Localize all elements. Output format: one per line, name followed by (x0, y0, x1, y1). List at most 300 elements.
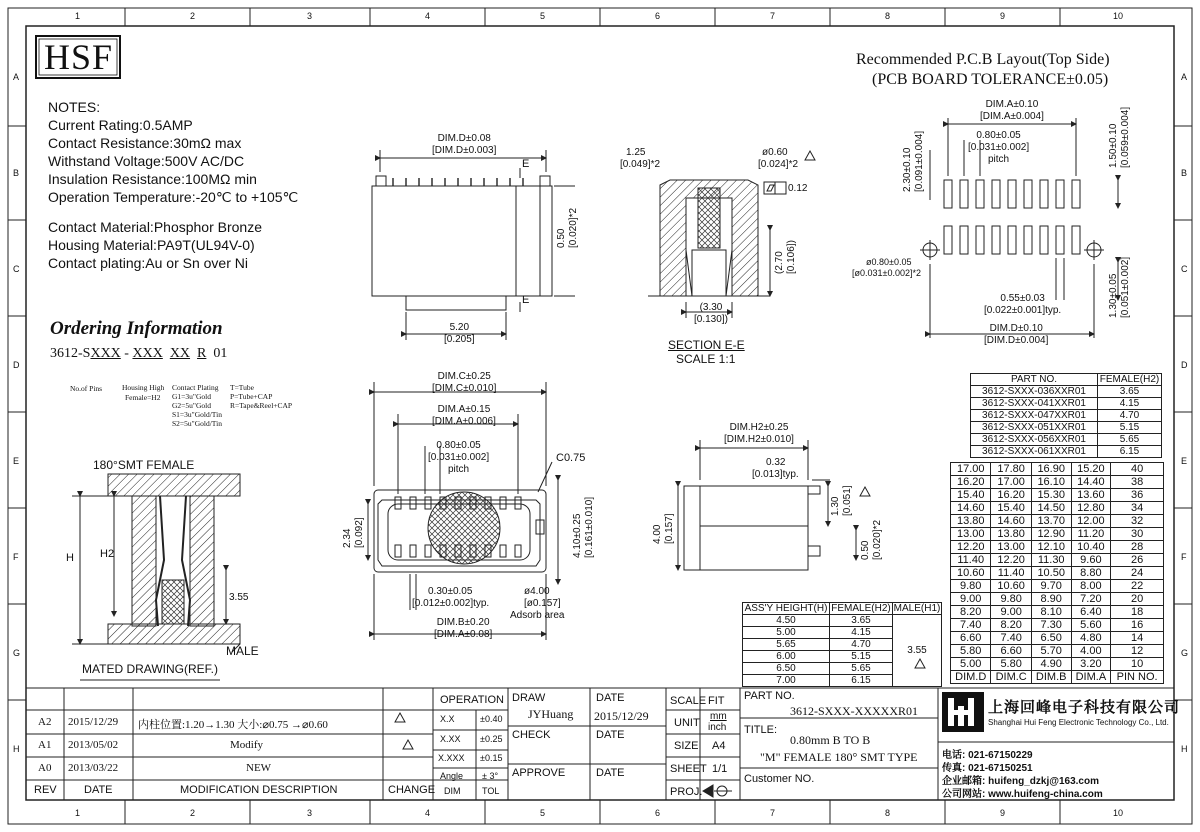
table-cell: 5.15 (830, 651, 893, 663)
table-cell: 4.70 (830, 639, 893, 651)
side-dim-t (752, 457, 799, 481)
section-flatness: 0.12 (788, 183, 808, 194)
dim-text: [0.013]typ. (752, 469, 799, 480)
table-cell: 9.70 (1031, 580, 1071, 593)
title-label: TITLE: (744, 724, 778, 736)
dim-text: 2.30±0.10 (902, 147, 913, 192)
dim-text: DIM.B±0.20 (436, 617, 490, 628)
dim-text: 4.00 (652, 524, 663, 544)
dim-text: DIM.D±0.08 (437, 133, 491, 144)
table-cell: 11.30 (1031, 554, 1071, 567)
col-label-8: 8 (885, 11, 891, 21)
header-tol: TOL (482, 786, 500, 796)
table-cell: 8.20 (991, 619, 1031, 632)
table-cell: 5.65 (1098, 434, 1162, 446)
drawer-name: JYHuang (528, 707, 574, 721)
layout-title-line2: (PCB BOARD TOLERANCE±0.05) (872, 71, 1109, 88)
rev-a1-date: 2013/05/02 (68, 739, 119, 751)
assy-male-cell: 3.55 (893, 615, 942, 687)
date-label: DATE (596, 692, 625, 704)
dim-text: 0.50 (860, 540, 871, 560)
hsf-logo-text: HSF (44, 37, 114, 77)
note-item: Operation Temperature:-20℃ to +105℃ (48, 189, 299, 205)
table-cell: 16 (1111, 619, 1164, 632)
draw-label: DRAW (512, 692, 546, 704)
pcb-pad-width (984, 293, 1061, 317)
approve-label: APPROVE (512, 767, 566, 779)
row-label-e-right: E (1181, 456, 1188, 466)
table-row (951, 554, 1164, 567)
front-dim-d (432, 133, 496, 157)
table-cell: 6.00 (743, 651, 830, 663)
table-cell: 5.15 (1098, 422, 1162, 434)
top-dim-a (432, 404, 496, 428)
table-cell: 38 (1111, 476, 1164, 489)
table-row (951, 632, 1164, 645)
table-cell: 15.40 (951, 489, 991, 502)
dim-text: [0.020]*2 (872, 519, 883, 560)
section-view (648, 180, 786, 318)
dim-text: [DIM.H2±0.010] (724, 434, 794, 445)
layout-title-line1: Recommended P.C.B Layout(Top Side) (856, 51, 1110, 68)
dim-text: [DIM.C±0.010] (432, 383, 497, 394)
side-dim-b (860, 520, 884, 560)
row-label-c-right: C (1181, 264, 1188, 274)
table-cell: 3.65 (1098, 386, 1162, 398)
col-label-2: 2 (190, 11, 196, 21)
unit-label: UNIT (674, 717, 700, 729)
check-date-label: DATE (596, 729, 625, 741)
pcb-dim-d (984, 323, 1048, 347)
table-cell: 3612-SXXX-041XXR01 (971, 398, 1098, 410)
pcb-pitch (968, 130, 1029, 166)
front-view (372, 150, 575, 340)
dim-text: (2.70 (774, 251, 785, 274)
table-cell: 7.40 (991, 632, 1031, 645)
front-dim-bottom (444, 322, 475, 346)
dim-text: [0.049]*2 (620, 159, 661, 170)
ordering-plating-label (172, 383, 222, 428)
mated-drawing (72, 474, 240, 680)
table-row (951, 645, 1164, 658)
row-label-d-right: D (1181, 360, 1188, 370)
table-cell: 8.10 (1031, 606, 1071, 619)
draw-date: 2015/12/29 (594, 709, 649, 723)
row-label-b-right: B (1181, 168, 1188, 178)
plating-opt: G2=5u"Gold (172, 401, 211, 410)
table-cell: 6.15 (1098, 446, 1162, 458)
operation-label: OPERATION (440, 694, 504, 706)
dim-text: pitch (447, 464, 470, 475)
dim-table-header: DIM.C (991, 671, 1031, 684)
table-row (951, 619, 1164, 632)
col-label-3: 3 (307, 11, 313, 21)
table-cell: 6.15 (830, 675, 893, 687)
dim-text: [DIM.D±0.003] (432, 145, 497, 156)
row-label-a-right: A (1181, 72, 1188, 82)
sheet-value: 1/1 (712, 763, 728, 775)
dim-text: 0.50 (556, 228, 567, 248)
pcb-dim-r (1108, 107, 1132, 168)
approve-date-label: DATE (596, 767, 625, 779)
table-cell: 8.00 (1071, 580, 1111, 593)
table-row (971, 422, 1162, 434)
dim-text: 2.34 (342, 528, 353, 548)
mated-caption: MATED DRAWING(REF.) (82, 662, 218, 676)
pack-opt: R=Tape&Reel+CAP (230, 401, 293, 410)
plating-opt: S1=3u"Gold/Tin (172, 410, 222, 419)
table-row (951, 658, 1164, 671)
dim-text: [DIM.A±0.004] (980, 111, 1044, 122)
rev-a1-desc: Modify (230, 739, 263, 751)
dim-text: [0.091±0.004] (914, 130, 925, 192)
tol-val: ± 3° (482, 771, 499, 781)
table-cell: 3612-SXXX-051XXR01 (971, 422, 1098, 434)
section-dim-3 (774, 240, 798, 274)
table-cell: 32 (1111, 515, 1164, 528)
company-name-cn: 上海回峰电子科技有限公司 (988, 699, 1181, 716)
table-cell: 12.90 (1031, 528, 1071, 541)
row-label-g-right: G (1181, 648, 1189, 658)
table-cell: 12.80 (1071, 502, 1111, 515)
dim-text: DIM.H2±0.25 (729, 422, 789, 433)
table-row (951, 606, 1164, 619)
dim-table-header-row (951, 671, 1164, 684)
dim-text: [0.024]*2 (758, 159, 799, 170)
pcb-hole (852, 257, 921, 279)
dim-text: 1.30 (830, 496, 841, 516)
top-dim-c (432, 371, 496, 395)
code-part-plating: XX (169, 346, 191, 361)
table-cell: 4.90 (1031, 658, 1071, 671)
ordering-pack-opts (230, 383, 292, 410)
dim-text: [0.157] (664, 513, 675, 544)
table-cell: 30 (1111, 528, 1164, 541)
table-cell: 10.40 (1071, 541, 1111, 554)
table-row (951, 463, 1164, 476)
table-row (951, 476, 1164, 489)
table-cell: 34 (1111, 502, 1164, 515)
note-item: Contact plating:Au or Sn over Ni (48, 255, 248, 271)
col-label-9-bottom: 9 (1000, 808, 1006, 818)
front-dim-right (556, 208, 580, 248)
table-cell: 12 (1111, 645, 1164, 658)
table-cell: 12.20 (951, 541, 991, 554)
dim-text: 4.10±0.25 (572, 513, 583, 558)
part-table-header: PART NO. (971, 374, 1098, 386)
pcb-dim-rr (1108, 257, 1132, 318)
top-pitch (428, 440, 489, 476)
table-cell: 4.70 (1098, 410, 1162, 422)
top-dim-left (342, 517, 366, 548)
table-cell: 5.00 (951, 658, 991, 671)
dim-text: ø0.80±0.05 (866, 257, 912, 267)
ordering-housing-label2: Female=H2 (125, 393, 161, 402)
col-label-7: 7 (770, 11, 776, 21)
code-prefix: 3612-S (50, 346, 91, 361)
proj-label: PROJ. (670, 786, 703, 798)
side-dim-l (652, 513, 676, 544)
dim-text: [ø0.157] (524, 598, 561, 609)
note-item: Current Rating:0.5AMP (48, 117, 193, 133)
dim-text: [0.161±0.010] (584, 496, 595, 558)
table-cell: 26 (1111, 554, 1164, 567)
tol-dim: X.XXX (438, 753, 465, 763)
table-cell: 17.80 (991, 463, 1031, 476)
table-row (951, 515, 1164, 528)
ordering-title: Ordering Information (50, 318, 223, 339)
dim-text: [DIM.A±0.08] (434, 629, 493, 640)
table-cell: 12.10 (1031, 541, 1071, 554)
dim-text: [0.205] (444, 334, 475, 345)
dim-table (950, 462, 1164, 684)
table-cell: 13.60 (1071, 489, 1111, 502)
dim-table-header: PIN NO. (1111, 671, 1164, 684)
dim-text: [ø0.031±0.002]*2 (852, 268, 921, 278)
pcb-dim-a (980, 99, 1044, 123)
table-row (971, 410, 1162, 422)
table-row (971, 386, 1162, 398)
table-cell: 3612-SXXX-056XXR01 (971, 434, 1098, 446)
table-cell: 3.65 (830, 615, 893, 627)
note-item: Contact Material:Phosphor Bronze (48, 219, 262, 235)
tol-dim: Angle (440, 771, 464, 781)
table-cell: 4.50 (743, 615, 830, 627)
mated-female-label: 180°SMT FEMALE (93, 458, 195, 472)
table-cell: 24 (1111, 567, 1164, 580)
dim-text: DIM.A±0.15 (437, 404, 491, 415)
ordering-pins-label: No.of Pins (70, 384, 103, 393)
dim-text: ø0.60 (762, 147, 788, 158)
size-label: SIZE (674, 740, 699, 752)
table-cell: 5.60 (1071, 619, 1111, 632)
top-adsorb-label: Adsorb area (510, 610, 565, 621)
table-cell: 4.15 (1098, 398, 1162, 410)
section-dim-2 (758, 147, 798, 171)
header-rev: REV (34, 784, 57, 796)
ordering-housing-label: Housing High (122, 383, 165, 392)
col-label-4-bottom: 4 (425, 808, 431, 818)
table-cell: 14.50 (1031, 502, 1071, 515)
table-row (971, 434, 1162, 446)
dim-text: DIM.C±0.25 (437, 371, 491, 382)
dim-text: [0.031±0.002] (428, 452, 490, 463)
dim-text: [0.059±0.004] (1120, 106, 1131, 168)
table-row (951, 502, 1164, 515)
row-label-b: B (13, 168, 20, 178)
code-part-packing: R (197, 346, 207, 361)
dim-text: [0.031±0.002] (968, 142, 1030, 153)
table-cell: 10.60 (951, 567, 991, 580)
col-label-10-bottom: 10 (1113, 808, 1124, 818)
table-cell: 15.30 (1031, 489, 1071, 502)
assy-header: MALE(H1) (893, 603, 941, 614)
mated-dim: 3.55 (229, 592, 249, 603)
dim-text: 0.30±0.05 (428, 586, 473, 597)
size-value: A4 (712, 740, 726, 752)
row-label-f-right: F (1181, 552, 1187, 562)
assy-header: ASS'Y HEIGHT(H) (743, 603, 830, 615)
table-cell: 8.20 (951, 606, 991, 619)
section-scale: SCALE 1:1 (676, 352, 736, 366)
company-name-en: Shanghai Hui Feng Electronic Technology Co., Ltd. (988, 718, 1169, 727)
dim-text: [0.051±0.002] (1120, 256, 1131, 318)
table-row (951, 580, 1164, 593)
table-cell: 4.15 (830, 627, 893, 639)
table-cell: 9.00 (951, 593, 991, 606)
top-dim-b (434, 617, 492, 641)
col-label-1: 1 (75, 11, 81, 21)
plating-label: Contact Plating (172, 383, 219, 392)
col-label-10: 10 (1113, 11, 1124, 21)
table-cell: 5.65 (830, 663, 893, 675)
table-cell: 5.80 (951, 645, 991, 658)
header-desc: MODIFICATION DESCRIPTION (180, 784, 338, 796)
sheet-label: SHEET (670, 763, 707, 775)
scale-label: SCALE (670, 695, 707, 707)
col-label-4: 4 (425, 11, 431, 21)
header-dim: DIM (444, 786, 461, 796)
tol-dim: X.XX (440, 734, 461, 744)
dim-table-header: DIM.D (951, 671, 991, 684)
table-cell: 11.40 (951, 554, 991, 567)
table-cell: 14 (1111, 632, 1164, 645)
dim-text: 1.30±0.05 (1108, 273, 1119, 318)
plating-opt: S2=5u"Gold/Tin (172, 419, 222, 428)
col-label-3-bottom: 3 (307, 808, 313, 818)
table-cell: 9.80 (991, 593, 1031, 606)
dim-text: [0.020]*2 (568, 207, 579, 248)
table-cell: 3612-SXXX-047XXR01 (971, 410, 1098, 422)
table-cell: 10.60 (991, 580, 1031, 593)
code-suffix: 01 (213, 346, 228, 361)
part-no-table (970, 373, 1162, 458)
hf-logo-mark (942, 692, 984, 732)
row-label-h-right: H (1181, 744, 1188, 754)
table-cell: 36 (1111, 489, 1164, 502)
side-dim-a (830, 485, 854, 516)
company-web: 公司网站: www.huifeng-china.com (942, 789, 1103, 800)
assy-header: FEMALE(H2) (831, 603, 891, 614)
notes-block (48, 98, 348, 272)
company-tel: 电话: 021-67150229 (942, 750, 1033, 761)
assy-table (742, 602, 942, 687)
table-cell: 13.00 (991, 541, 1031, 554)
col-label-1-bottom: 1 (75, 808, 81, 818)
table-row (951, 528, 1164, 541)
table-cell: 16.90 (1031, 463, 1071, 476)
table-cell: 13.80 (951, 515, 991, 528)
col-label-8-bottom: 8 (885, 808, 891, 818)
rev-a2: A2 (38, 716, 52, 728)
title-line2: "M" FEMALE 180° SMT TYPE (760, 750, 918, 764)
table-cell: 14.60 (951, 502, 991, 515)
note-item: Withstand Voltage:500V AC/DC (48, 153, 245, 169)
table-cell: 7.30 (1031, 619, 1071, 632)
table-cell: 3612-SXXX-036XXR01 (971, 386, 1098, 398)
table-cell: 3612-SXXX-061XXR01 (971, 446, 1098, 458)
table-cell: 3.20 (1071, 658, 1111, 671)
mated-h2-label: H2 (100, 548, 115, 560)
table-row (951, 593, 1164, 606)
table-cell: 6.60 (951, 632, 991, 645)
title-line1: 0.80mm B TO B (790, 733, 871, 747)
mated-male-label: MALE (226, 644, 259, 658)
row-label-g: G (13, 648, 21, 658)
dim-text: [0.012±0.002]typ. (412, 598, 490, 609)
pack-opt: T=Tube (230, 383, 254, 392)
table-cell: 14.60 (991, 515, 1031, 528)
table-cell: 12.00 (1071, 515, 1111, 528)
col-label-9: 9 (1000, 11, 1006, 21)
dim-text: DIM.A±0.10 (985, 99, 1039, 110)
dim-text: 1.50±0.10 (1108, 123, 1119, 168)
table-cell: 5.00 (743, 627, 830, 639)
notes-heading: NOTES: (48, 99, 101, 115)
dim-table-header: DIM.A (1071, 671, 1111, 684)
table-cell: 16.20 (991, 489, 1031, 502)
table-cell: 8.80 (1071, 567, 1111, 580)
row-label-f: F (13, 552, 19, 562)
company-fax: 传真: 021-67150251 (942, 763, 1033, 774)
table-cell: 13.80 (991, 528, 1031, 541)
rev-a2-desc: 内柱位置:1.20→1.30 大小:⌀0.75 →⌀0.60 (138, 719, 328, 731)
col-label-6-bottom: 6 (655, 808, 661, 818)
mated-h-label: H (66, 552, 74, 564)
row-label-h: H (13, 744, 20, 754)
table-cell: 16.20 (951, 476, 991, 489)
table-cell: 5.65 (743, 639, 830, 651)
partno-value: 3612-SXXX-XXXXXR01 (790, 704, 918, 718)
ordering-code: 3612-SXXX - XXX XX R 01 (50, 346, 228, 361)
section-mark-top: E (522, 158, 530, 170)
dim-text: [0.092] (354, 517, 365, 548)
table-cell: 6.50 (743, 663, 830, 675)
table-row (951, 489, 1164, 502)
part-table-header: FEMALE(H2) (1098, 374, 1162, 386)
dim-text: (3.30 (699, 302, 723, 313)
col-label-7-bottom: 7 (770, 808, 776, 818)
table-cell: 9.00 (991, 606, 1031, 619)
code-part-pins: XXX (90, 346, 121, 361)
tol-val: ±0.40 (480, 714, 503, 724)
rev-a2-date: 2015/12/29 (68, 716, 119, 728)
tol-val: ±0.15 (480, 753, 503, 763)
pack-opt: P=Tube+CAP (230, 392, 273, 401)
dim-text: DIM.D±0.10 (989, 323, 1043, 334)
table-cell: 5.80 (991, 658, 1031, 671)
unit-inch: inch (708, 722, 727, 733)
table-cell: 4.80 (1071, 632, 1111, 645)
table-cell: 20 (1111, 593, 1164, 606)
dim-text: 5.20 (449, 322, 470, 333)
plating-opt: G1=3u"Gold (172, 392, 211, 401)
partno-label: PART NO. (744, 690, 795, 702)
dim-text: [DIM.A±0.006] (432, 416, 496, 427)
section-title: SECTION E-E (668, 338, 745, 352)
note-item: Contact Resistance:30mΩ max (48, 135, 242, 151)
table-cell: 12.20 (991, 554, 1031, 567)
dim-text: 0.55±0.03 (1000, 293, 1045, 304)
table-cell: 16.10 (1031, 476, 1071, 489)
dim-text: [0.106]) (786, 240, 797, 274)
col-label-2-bottom: 2 (190, 808, 196, 818)
table-cell: 18 (1111, 606, 1164, 619)
unit-mm: mm (710, 711, 727, 722)
dim-text: ø4.00 (524, 586, 550, 597)
table-row (971, 398, 1162, 410)
col-label-6: 6 (655, 11, 661, 21)
